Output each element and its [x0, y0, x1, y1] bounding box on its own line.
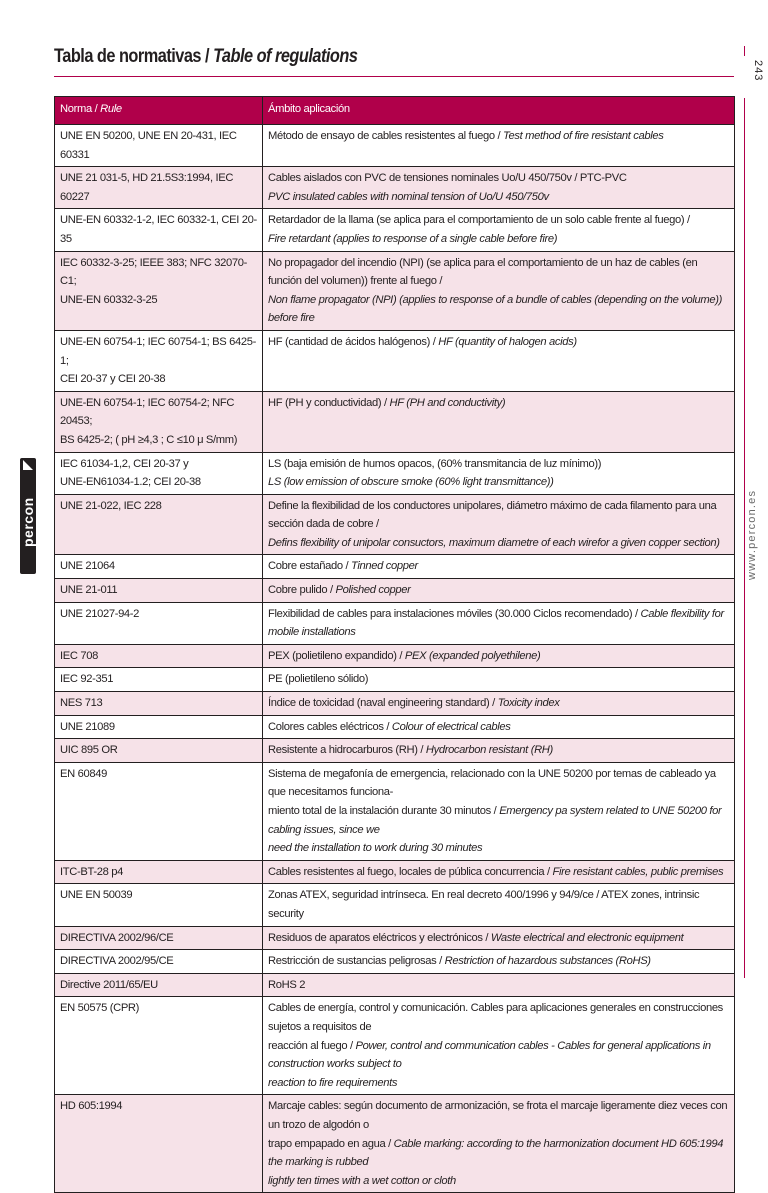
rule-text: IEC 708: [60, 649, 98, 662]
table-row: [55, 715, 735, 739]
scope-text-es: Método de ensayo de cables resistentes al fuego /: [268, 130, 504, 142]
scope-text-es: Marcaje cables: según documento de armonización, se frota el marcaje ligeramente diez veces con un trozo de algodón o: [268, 1100, 728, 1131]
rule-cell: [55, 125, 263, 167]
table-row: [55, 555, 735, 579]
rule-text: NES 713: [60, 697, 103, 710]
website-url: www.percon.es: [746, 489, 758, 580]
scope-line: [268, 581, 729, 600]
scope-text-es: No propagador del incendio (NPI) (se aplica para el comportamiento de un haz de cables (en función del volumen)) frente al fuego /: [268, 256, 698, 288]
scope-text-es: Índice de toxicidad (naval engineering standard) /: [268, 697, 498, 710]
rule-text: UNE 21064: [60, 560, 115, 573]
scope-text-en: Cable flexibility for mobile installations: [268, 607, 724, 639]
scope-line: [268, 1097, 729, 1134]
scope-text-es: Cobre pulido /: [268, 584, 336, 597]
table-body: [55, 125, 735, 1193]
rule-text: Directive 2011/65/EU: [60, 978, 158, 991]
rule-cell: [55, 555, 263, 579]
percon-logo: [20, 458, 36, 574]
rule-cell: [55, 330, 263, 391]
scope-text-en: HF (quantity of halogen acids): [438, 335, 577, 348]
scope-text-es: Retardador de la llama (se aplica para el comportamiento de un solo cable frente al fuego) /: [268, 214, 690, 227]
scope-line: [268, 291, 729, 328]
header-rule-es: Norma: [60, 103, 92, 115]
table-row: [55, 668, 735, 692]
rule-cell: [55, 452, 263, 494]
rule-text: UNE-EN 60754-1; IEC 60754-1; BS 6425-1;: [60, 335, 256, 367]
scope-cell: [263, 950, 735, 974]
header-rule-sep: /: [91, 103, 101, 115]
table-row: [55, 926, 735, 950]
scope-cell: [263, 330, 735, 391]
scope-text-es: Define la flexibilidad de los conductores unipolares, diámetro máximo de cada filamento para una sección dada de cobre /: [268, 499, 717, 531]
title-english: Table of regulations: [213, 46, 358, 67]
scope-line: [268, 127, 729, 146]
rule-cell: [55, 579, 263, 603]
scope-cell: [263, 579, 735, 603]
scope-text-es: miento total de la instalación durante 30 minutos /: [268, 805, 500, 817]
table-row: [55, 860, 735, 884]
rule-text: CEI 20-37 y CEI 20-38: [60, 373, 166, 386]
rule-text: IEC 92-351: [60, 673, 114, 686]
scope-line: [268, 839, 729, 858]
scope-cell: [263, 884, 735, 926]
scope-text-en: Fire resistant cables, public premises: [552, 865, 724, 878]
scope-text-es: Flexibilidad de cables para instalaciones móviles (30.000 Ciclos recomendado) /: [268, 607, 641, 620]
page-number: 243: [752, 60, 764, 82]
scope-line: [268, 1037, 729, 1074]
table-row: [55, 167, 735, 209]
scope-text-es: Sistema de megafonía de emergencia, relacionado con la UNE 50200 por temas de cableado ya que necesitamos funciona-: [268, 767, 716, 799]
side-divider-top: [744, 46, 745, 56]
scope-line: [268, 1074, 729, 1093]
scope-line: [268, 169, 729, 188]
scope-text-es: LS (baja emisión de humos opacos, (60% transmitancia de luz mínimo)): [268, 457, 602, 470]
scope-line: [268, 694, 729, 713]
scope-text-es: Colores cables eléctricos /: [268, 720, 392, 733]
rule-text: DIRECTIVA 2002/95/CE: [60, 955, 174, 968]
scope-text-es: Zonas ATEX, seguridad intrínseca. En real decreto 400/1996 y 94/9/ce / ATEX zones, intrinsic security: [268, 889, 700, 920]
scope-text-es: reacción al fuego /: [268, 1039, 356, 1052]
title-separator: /: [200, 46, 214, 67]
scope-cell: [263, 860, 735, 884]
logo-text: percon: [20, 497, 36, 547]
rule-text: UNE-EN 60754-1; IEC 60754-2; NFC 20453;: [60, 396, 235, 428]
table-row: [55, 494, 735, 555]
title-underline: [54, 76, 734, 77]
scope-text-en: Waste electrical and electronic equipment: [490, 931, 684, 944]
scope-text-en: Toxicity index: [497, 697, 560, 710]
rule-cell: [55, 668, 263, 692]
table-row: [55, 1095, 735, 1193]
scope-text-en: Emergency pa system related to UNE 50200 for cabling issues, since we: [268, 805, 722, 836]
rule-text: UNE EN 50039: [60, 889, 133, 902]
scope-text-en: HF (PH and conductivity): [389, 396, 506, 409]
scope-line: [268, 605, 729, 642]
scope-line: [268, 333, 729, 352]
table-row: [55, 997, 735, 1095]
rule-text: BS 6425-2; ( pH ≥4,3 ; C ≤10 μ S/mm): [60, 433, 238, 446]
table-row: [55, 950, 735, 974]
rule-cell: [55, 860, 263, 884]
rule-cell: [55, 926, 263, 950]
scope-line: [268, 929, 729, 948]
scope-line: [268, 534, 729, 553]
scope-text-es: RoHS 2: [268, 978, 306, 991]
rule-text: UNE 21-011: [60, 584, 118, 597]
scope-cell: [263, 644, 735, 668]
table-row: [55, 762, 735, 860]
rule-text: IEC 60332-3-25; IEEE 383; NFC 32070-C1;: [60, 256, 248, 288]
scope-text-es: Residuos de aparatos eléctricos y electrónicos /: [268, 931, 491, 944]
scope-text-en: Tinned copper: [351, 560, 418, 573]
rule-text: UNE-EN 60332-1-2, IEC 60332-1, CEI 20-35: [60, 214, 257, 245]
scope-line: [268, 394, 729, 413]
scope-text-en: PVC insulated cables with nominal tension of Uo/U 450/750v: [268, 190, 549, 203]
scope-text-es: Cables resistentes al fuego, locales de pública concurrencia /: [268, 865, 553, 878]
header-scope: Ámbito aplicación: [263, 97, 735, 125]
table-row: [55, 602, 735, 644]
rule-cell: [55, 209, 263, 251]
scope-cell: [263, 125, 735, 167]
scope-line: [268, 497, 729, 534]
scope-text-es: HF (PH y conductividad) /: [268, 396, 390, 409]
scope-text-en: Test method of fire resistant cables: [503, 130, 664, 142]
table-row: [55, 579, 735, 603]
rule-cell: [55, 950, 263, 974]
scope-text-es: Resistente a hidrocarburos (RH) /: [268, 744, 426, 757]
scope-line: [268, 254, 729, 291]
scope-cell: [263, 762, 735, 860]
scope-cell: [263, 494, 735, 555]
rule-cell: [55, 739, 263, 763]
rule-cell: [55, 494, 263, 555]
scope-line: [268, 765, 729, 802]
logo-mark-icon: [23, 460, 33, 470]
rule-cell: [55, 997, 263, 1095]
scope-text-en: Hydrocarbon resistant (RH): [425, 744, 553, 757]
scope-line: [268, 188, 729, 207]
rule-cell: [55, 251, 263, 330]
scope-cell: [263, 167, 735, 209]
rule-text: UNE 21 031-5, HD 21.5S3:1994, IEC 60227: [60, 172, 234, 203]
scope-line: [268, 455, 729, 474]
table-row: [55, 452, 735, 494]
scope-cell: [263, 602, 735, 644]
rule-cell: [55, 973, 263, 997]
scope-line: [268, 1172, 729, 1191]
scope-line: [268, 473, 729, 492]
rule-cell: [55, 391, 263, 452]
scope-line: [268, 718, 729, 737]
table-row: [55, 251, 735, 330]
table-row: [55, 125, 735, 167]
scope-text-es: HF (cantidad de ácidos halógenos) /: [268, 335, 439, 348]
scope-text-en: Restriction of hazardous substances (RoHS): [444, 955, 651, 968]
scope-cell: [263, 973, 735, 997]
scope-text-en: PEX (expanded polyethilene): [404, 649, 541, 662]
scope-line: [268, 1135, 729, 1172]
rule-text: DIRECTIVA 2002/96/CE: [60, 931, 174, 944]
scope-text-en: reaction to fire requirements: [268, 1076, 398, 1089]
rule-text: EN 60849: [60, 767, 107, 780]
header-rule-en: Rule: [100, 103, 122, 115]
scope-cell: [263, 1095, 735, 1193]
rule-cell: [55, 1095, 263, 1193]
rule-cell: [55, 762, 263, 860]
scope-text-en: Colour of electrical cables: [391, 720, 511, 733]
scope-cell: [263, 997, 735, 1095]
rule-cell: [55, 644, 263, 668]
rule-text: UIC 895 OR: [60, 744, 118, 757]
scope-text-es: trapo empapado en agua /: [268, 1137, 394, 1150]
rule-text: IEC 61034-1,2, CEI 20-37 y: [60, 457, 189, 470]
rule-text: UNE-EN61034-1.2; CEI 20-38: [60, 476, 201, 489]
scope-text-es: Cables aislados con PVC de tensiones nominales Uo/U 450/750v / PTC-PVC: [268, 172, 627, 185]
rule-cell: [55, 884, 263, 926]
scope-line: [268, 802, 729, 839]
scope-cell: [263, 391, 735, 452]
scope-text-en: Cable marking: according to the harmonization document HD 605:1994 the marking is rubbed: [268, 1137, 724, 1169]
header-rule: [55, 97, 263, 125]
scope-text-en: need the installation to work during 30 minutes: [268, 842, 483, 855]
scope-text-en: lightly ten times with a wet cotton or cloth: [268, 1174, 456, 1187]
table-row: [55, 973, 735, 997]
scope-line: [268, 647, 729, 666]
rule-text: UNE 21089: [60, 720, 115, 733]
scope-text-en: LS (low emission of obscure smoke (60% light transmittance)): [268, 476, 554, 489]
page-title: [54, 46, 357, 68]
table-row: [55, 884, 735, 926]
rule-cell: [55, 715, 263, 739]
scope-cell: [263, 555, 735, 579]
scope-line: [268, 211, 729, 230]
scope-text-es: Cables de energía, control y comunicación. Cables para aplicaciones generales en construcciones sujetos a requisitos de: [268, 1002, 723, 1033]
title-spanish: Tabla de normativas: [54, 46, 201, 67]
scope-text-es: PE (polietileno sólido): [268, 673, 369, 686]
scope-line: [268, 557, 729, 576]
scope-text-es: Cobre estañado /: [268, 560, 351, 573]
scope-line: [268, 952, 729, 971]
table-row: [55, 739, 735, 763]
scope-cell: [263, 209, 735, 251]
scope-line: [268, 741, 729, 760]
rule-text: UNE-EN 60332-3-25: [60, 293, 158, 306]
scope-cell: [263, 926, 735, 950]
scope-cell: [263, 668, 735, 692]
scope-text-en: Power, control and communication cables - Cables for general applications in construction works subject to: [268, 1039, 711, 1071]
rule-cell: [55, 692, 263, 716]
scope-cell: [263, 452, 735, 494]
rule-text: UNE EN 50200, UNE EN 20-431, IEC 60331: [60, 130, 237, 161]
table-row: [55, 644, 735, 668]
scope-line: [268, 999, 729, 1036]
scope-cell: [263, 715, 735, 739]
rule-cell: [55, 602, 263, 644]
rule-text: UNE 21-022, IEC 228: [60, 499, 162, 512]
rule-text: EN 50575 (CPR): [60, 1002, 140, 1015]
rule-text: UNE 21027-94-2: [60, 607, 140, 620]
scope-text-en: Fire retardant (applies to response of a single cable before fire): [268, 232, 558, 245]
scope-line: [268, 670, 729, 689]
scope-text-es: Restricción de sustancias peligrosas /: [268, 955, 445, 968]
rule-text: HD 605:1994: [60, 1100, 123, 1113]
rule-cell: [55, 167, 263, 209]
table-row: [55, 209, 735, 251]
scope-text-en: Polished copper: [335, 584, 411, 597]
scope-text-es: PEX (polietileno expandido) /: [268, 649, 405, 662]
scope-cell: [263, 251, 735, 330]
scope-line: [268, 230, 729, 249]
rule-text: ITC-BT-28 p4: [60, 865, 123, 878]
scope-cell: [263, 692, 735, 716]
scope-text-en: Defins flexibility of unipolar consuctors, maximum diametre of each wirefor a given copper section): [268, 536, 720, 549]
table-row: [55, 692, 735, 716]
side-divider: [744, 98, 745, 978]
scope-line: [268, 886, 729, 923]
regulations-table: [54, 96, 735, 1193]
scope-cell: [263, 739, 735, 763]
scope-line: [268, 863, 729, 882]
scope-line: [268, 976, 729, 995]
table-header-row: [55, 97, 735, 125]
scope-text-en: Non flame propagator (NPI) (applies to response of a bundle of cables (depending on the volume)) before fire: [268, 293, 722, 325]
table-row: [55, 330, 735, 391]
table-row: [55, 391, 735, 452]
